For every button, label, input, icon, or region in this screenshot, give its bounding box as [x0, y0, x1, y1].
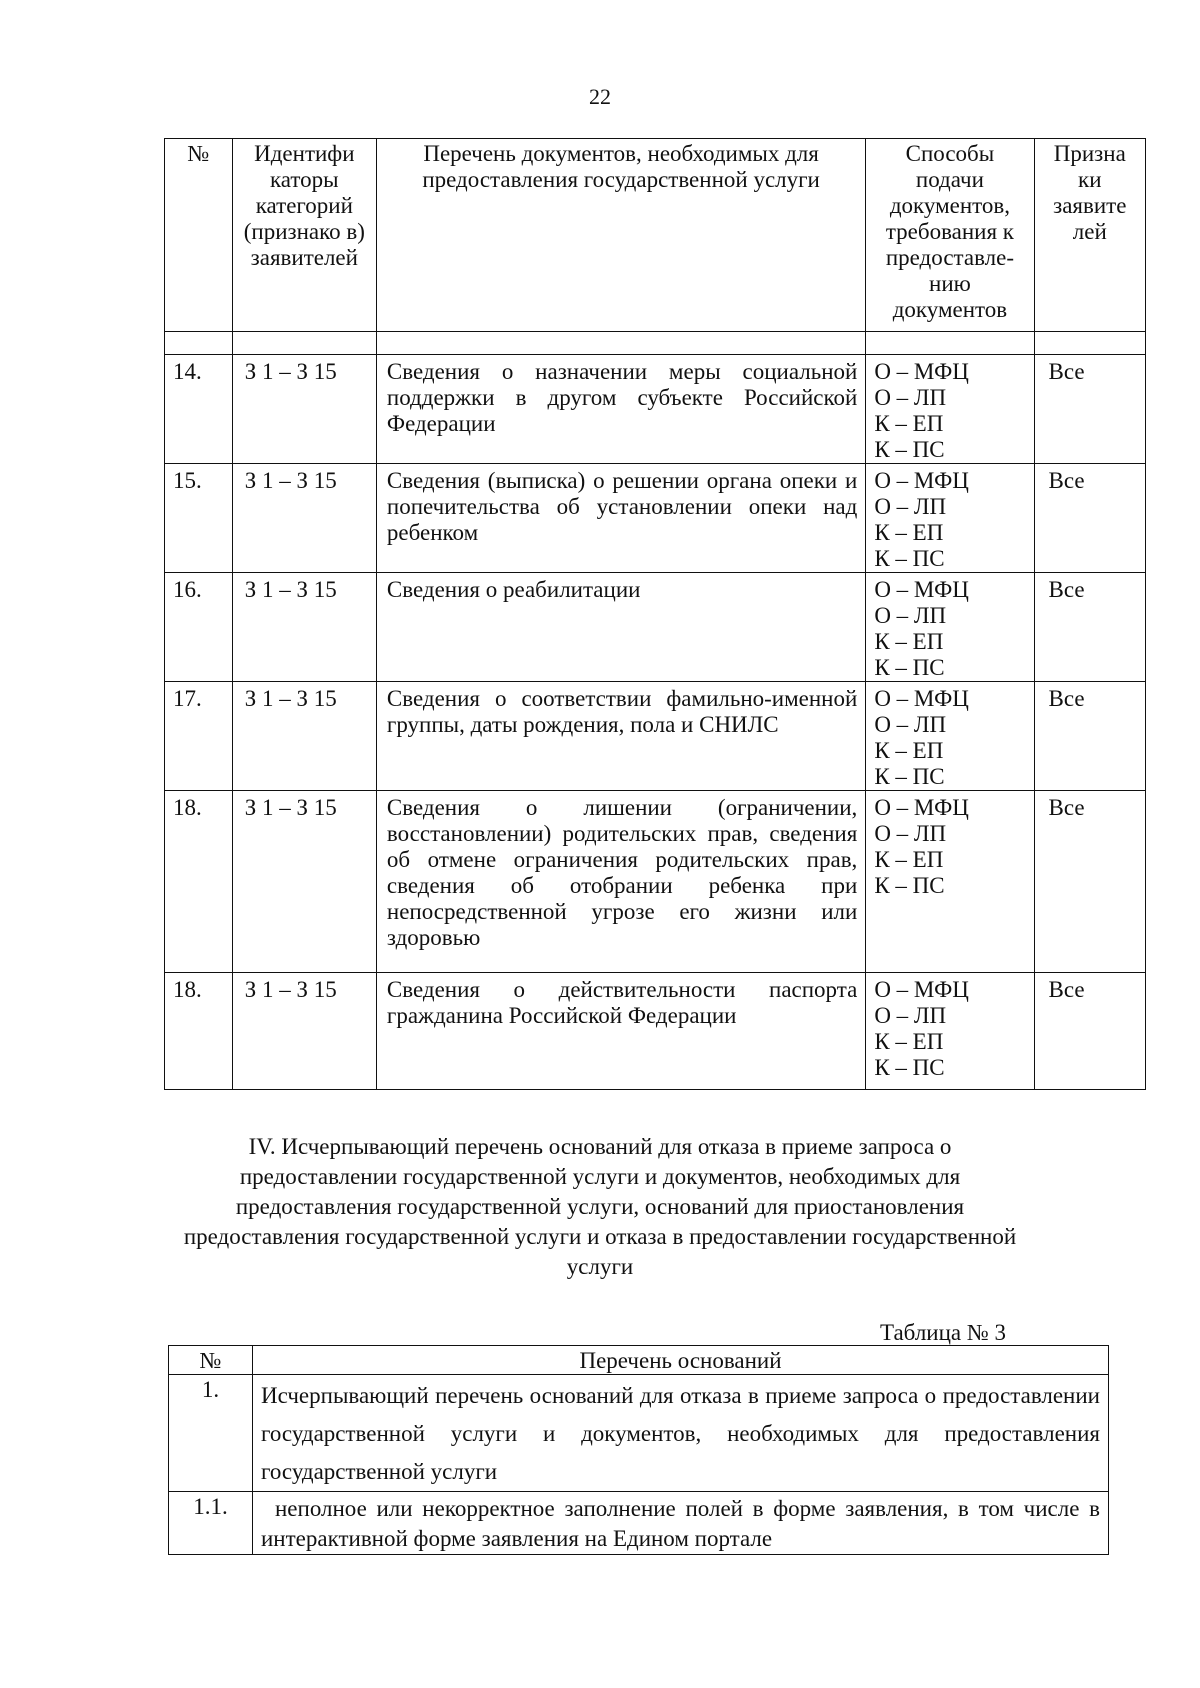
table-row [169, 1375, 1109, 1492]
header-identifiers: Идентифи каторы категорий (признако в) заявителей [232, 139, 376, 332]
row-identifiers: З 1 – З 15 [232, 682, 376, 791]
method-item: О – МФЦ [874, 795, 969, 820]
row-identifiers: З 1 – З 15 [232, 973, 376, 1090]
table-row [165, 464, 1146, 573]
method-item: О – ЛП [874, 712, 947, 737]
row-num: 18. [165, 973, 233, 1090]
row-num: 17. [165, 682, 233, 791]
section-title: IV. Исчерпывающий перечень оснований для отказа в приеме запроса о предоставлении государственной услуги и документов, необходимых для предоставления государственной услуги, оснований для приостановления предоставления государственной услуги и отказа в предоставлении государственной услуги [183, 1134, 1017, 1279]
table-row [169, 1492, 1109, 1555]
method-item: О – ЛП [874, 821, 947, 846]
table-row [165, 973, 1146, 1090]
row-methods [866, 464, 1034, 573]
row-identifiers: З 1 – З 15 [232, 355, 376, 464]
page-number: 22 [589, 84, 611, 109]
header-num: № [165, 139, 233, 332]
table-spacer-row [165, 332, 1146, 355]
method-item: К – ПС [874, 437, 945, 462]
row-signs: Все [1034, 791, 1145, 973]
row-document: Сведения о действительности паспорта гражданина Российской Федерации [376, 973, 865, 1090]
method-item: К – ЕП [874, 629, 944, 654]
method-item: О – ЛП [874, 494, 947, 519]
row-methods [866, 573, 1034, 682]
row-identifiers: З 1 – З 15 [232, 464, 376, 573]
method-item: К – ЕП [874, 738, 944, 763]
row-identifiers: З 1 – З 15 [232, 573, 376, 682]
method-item: О – ЛП [874, 1003, 947, 1028]
method-item: О – ЛП [874, 385, 947, 410]
row-num: 15. [165, 464, 233, 573]
method-item: К – ПС [874, 873, 945, 898]
row-signs: Все [1034, 973, 1145, 1090]
table-row [165, 573, 1146, 682]
header-num: № [169, 1346, 253, 1375]
table-caption: Таблица № 3 [880, 1320, 1007, 1345]
header-methods: Способы подачи документов, требования к предоставле-нию документов [866, 139, 1034, 332]
method-item: К – ЕП [874, 411, 944, 436]
row-methods [866, 355, 1034, 464]
row-signs: Все [1034, 355, 1145, 464]
table-row [165, 791, 1146, 973]
row-document: Сведения (выписка) о решении органа опеки и попечительства об установлении опеки над ребенком [376, 464, 865, 573]
row-methods [866, 791, 1034, 973]
row-num: 1. [169, 1375, 253, 1492]
table-header-row [169, 1346, 1109, 1375]
header-grounds: Перечень оснований [253, 1346, 1109, 1375]
documents-table [164, 138, 1146, 1090]
method-item: О – МФЦ [874, 577, 969, 602]
table-header-row [165, 139, 1146, 332]
row-document: Сведения о назначении меры социальной поддержки в другом субъекте Российской Федерации [376, 355, 865, 464]
row-text: неполное или некорректное заполнение полей в форме заявления, в том числе в интерактивной форме заявления на Едином портале [253, 1492, 1109, 1555]
row-num: 16. [165, 573, 233, 682]
method-item: О – ЛП [874, 603, 947, 628]
row-signs: Все [1034, 682, 1145, 791]
method-item: К – ПС [874, 764, 945, 789]
method-item: О – МФЦ [874, 977, 969, 1002]
method-item: К – ПС [874, 546, 945, 571]
grounds-table [168, 1345, 1109, 1555]
method-item: К – ЕП [874, 847, 944, 872]
header-signs: Призна ки заявите лей [1034, 139, 1145, 332]
row-num: 1.1. [169, 1492, 253, 1555]
header-documents: Перечень документов, необходимых для предоставления государственной услуги [376, 139, 865, 332]
row-signs: Все [1034, 464, 1145, 573]
row-num: 14. [165, 355, 233, 464]
method-item: К – ЕП [874, 1029, 944, 1054]
method-item: О – МФЦ [874, 468, 969, 493]
row-identifiers: З 1 – З 15 [232, 791, 376, 973]
table-row [165, 355, 1146, 464]
table-row [165, 682, 1146, 791]
row-text: Исчерпывающий перечень оснований для отказа в приеме запроса о предоставлении государственной услуги и документов, необходимых для предоставления государственной услуги [253, 1375, 1109, 1492]
row-methods [866, 682, 1034, 791]
row-num: 18. [165, 791, 233, 973]
method-item: К – ПС [874, 655, 945, 680]
method-item: О – МФЦ [874, 359, 969, 384]
row-document: Сведения о реабилитации [376, 573, 865, 682]
row-document: Сведения о соответствии фамильно-именной группы, даты рождения, пола и СНИЛС [376, 682, 865, 791]
method-item: К – ПС [874, 1055, 945, 1080]
row-methods [866, 973, 1034, 1090]
row-signs: Все [1034, 573, 1145, 682]
method-item: К – ЕП [874, 520, 944, 545]
row-document: Сведения о лишении (ограничении, восстановлении) родительских прав, сведения об отмене ограничения родительских прав, сведения об отобрании ребенка при непосредственной угрозе его жизни или здоровью [376, 791, 865, 973]
method-item: О – МФЦ [874, 686, 969, 711]
